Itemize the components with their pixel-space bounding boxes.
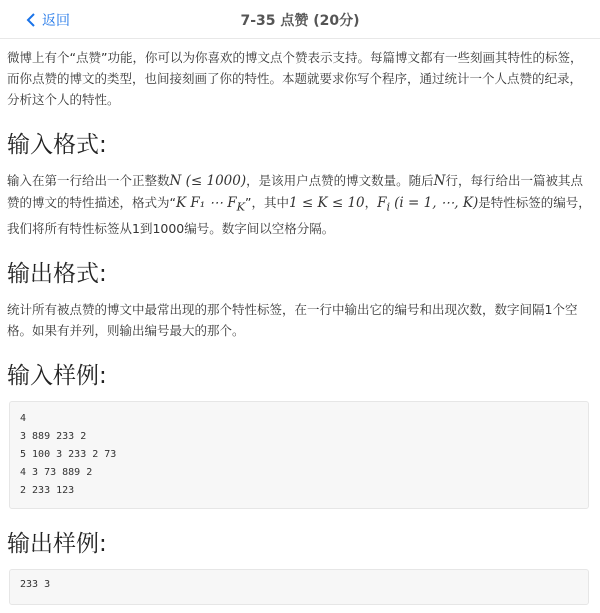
input-desc-text-2: ，是该用户点赞的博文数量。随后 <box>246 173 434 188</box>
sample-input-heading: 输入样例: <box>7 362 107 389</box>
sample-output-heading: 输出样例: <box>7 530 107 557</box>
math-n: N <box>433 173 446 189</box>
math-format-main: K F₁ ⋯ F <box>175 195 237 211</box>
math-fi-sub: i <box>386 200 391 214</box>
sample-output-code: 233 3 <box>9 569 589 605</box>
top-bar <box>0 0 600 39</box>
math-format <box>175 195 245 214</box>
sample-input-code: 4 3 889 233 2 5 100 3 233 2 73 4 3 73 889 2 2 233 123 <box>9 401 589 509</box>
problem-intro: 微博上有个“点赞”功能，你可以为你喜欢的博文点个赞表示支持。每篇博文都有一些刻画其特性的标签，而你点赞的博文的类型，也间接刻画了你的特性。本题就要求你写个程序，通过统计一个人点赞的纪录，分析这个人的特性。 <box>7 50 583 107</box>
output-format-heading: 输出格式: <box>7 260 107 287</box>
output-format-description: 统计所有被点赞的博文中最常出现的那个特性标签，在一行中输出它的编号和出现次数，数字间隔1个空格。如果有并列，则输出编号最大的那个。 <box>7 301 578 338</box>
math-k-range: 1 ≤ K ≤ 10 <box>288 195 365 211</box>
input-format-description <box>7 170 592 239</box>
input-desc-text-3: 行，每行给出一篇被其点赞的博文的特性描述，格式为“ <box>7 173 583 210</box>
input-desc-text-6: 是特性标签的编号，我们将所有特性标签从1到1000编号。数字间以空格分隔。 <box>7 195 591 236</box>
problem-content <box>0 39 600 605</box>
page-title: 7-35 点赞 (20分) <box>240 13 360 29</box>
input-desc-text-1: 输入在第一行给出一个正整数 <box>7 173 170 188</box>
input-desc-text-4: ”，其中 <box>245 195 289 210</box>
math-fi-main: F <box>377 195 387 211</box>
math-fi <box>377 195 391 214</box>
input-desc-text-5: ， <box>364 195 378 210</box>
math-n-limit: N (≤ 1000) <box>169 173 247 189</box>
math-i-range: (i = 1, ⋯, K) <box>394 195 479 211</box>
math-format-sub: K <box>236 200 245 214</box>
back-label: 返回 <box>42 13 70 29</box>
input-format-heading: 输入格式: <box>7 132 107 158</box>
